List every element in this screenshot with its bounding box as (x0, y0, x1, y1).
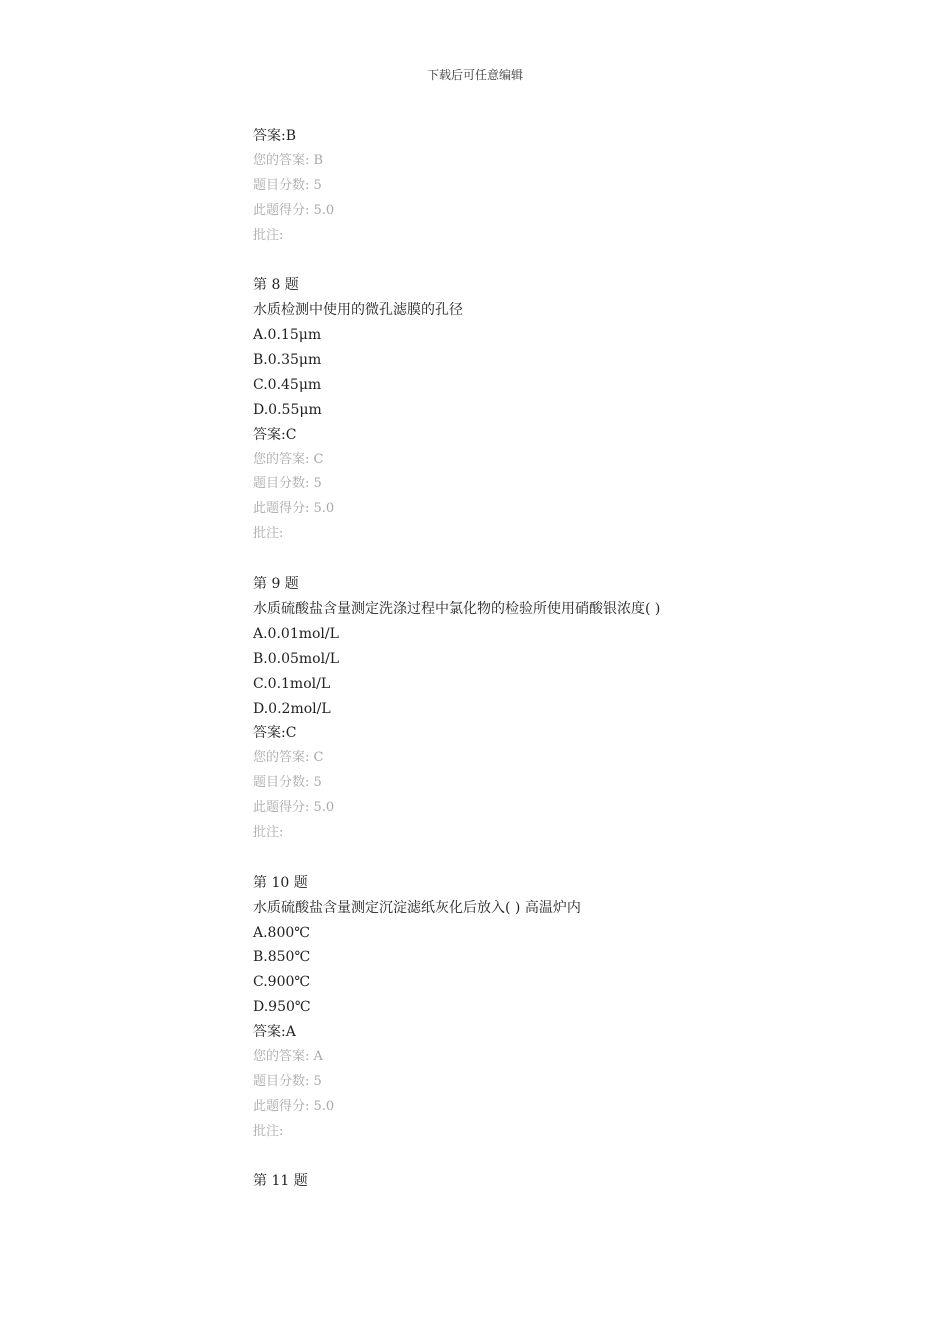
question-stem: 水质硫酸盐含量测定沉淀滤纸灰化后放入( ) 高温炉内 (253, 899, 581, 916)
question-title: 第 9 题 (253, 576, 299, 593)
question-stem: 水质硫酸盐含量测定洗涤过程中氯化物的检验所使用硝酸银浓度( ) (253, 600, 661, 617)
question-title: 第 8 题 (253, 277, 299, 294)
question-score: 题目分数: 5 (253, 476, 322, 492)
option-b: B.0.05mol/L (253, 650, 340, 667)
previous-question-result (253, 124, 713, 248)
answer-key: 答案:A (253, 1024, 296, 1041)
earned-score: 此题得分: 5.0 (253, 1098, 335, 1114)
option-d: D.0.2mol/L (253, 700, 331, 717)
option-b: B.0.35μm (253, 352, 322, 369)
question-score: 题目分数: 5 (253, 1073, 322, 1089)
your-answer: 您的答案: C (253, 451, 324, 467)
option-c: C.0.1mol/L (253, 675, 331, 692)
question-score: 题目分数: 5 (253, 775, 322, 791)
option-c: C.0.45μm (253, 376, 322, 393)
earned-score: 此题得分: 5.0 (253, 202, 335, 218)
your-answer: 您的答案: A (253, 1048, 323, 1064)
answer-key: 答案:C (253, 426, 297, 443)
question-title: 第 11 题 (253, 1173, 308, 1190)
question-title: 第 10 题 (253, 874, 308, 891)
earned-score: 此题得分: 5.0 (253, 800, 335, 816)
option-c: C.900℃ (253, 974, 311, 991)
question-block (253, 572, 713, 846)
comment: 批注: (253, 824, 284, 840)
option-d: D.0.55μm (253, 401, 322, 418)
page-header: 下载后可任意编辑 (426, 68, 523, 82)
comment: 批注: (253, 227, 284, 243)
earned-score: 此题得分: 5.0 (253, 501, 335, 517)
answer-key: 答案:C (253, 725, 297, 742)
question-block (253, 273, 713, 547)
document-body (253, 124, 713, 1194)
question-block (253, 871, 713, 1145)
answer-key: 答案:B (253, 128, 297, 144)
question-score: 题目分数: 5 (253, 177, 322, 193)
option-a: A.800℃ (253, 924, 310, 941)
comment: 批注: (253, 526, 284, 542)
comment: 批注: (253, 1123, 284, 1139)
option-d: D.950℃ (253, 999, 311, 1016)
option-a: A.0.01mol/L (253, 625, 339, 642)
your-answer: 您的答案: B (253, 152, 324, 168)
question-stem: 水质检测中使用的微孔滤膜的孔径 (253, 302, 463, 319)
your-answer: 您的答案: C (253, 750, 324, 766)
option-b: B.850℃ (253, 949, 311, 966)
option-a: A.0.15μm (253, 327, 322, 344)
